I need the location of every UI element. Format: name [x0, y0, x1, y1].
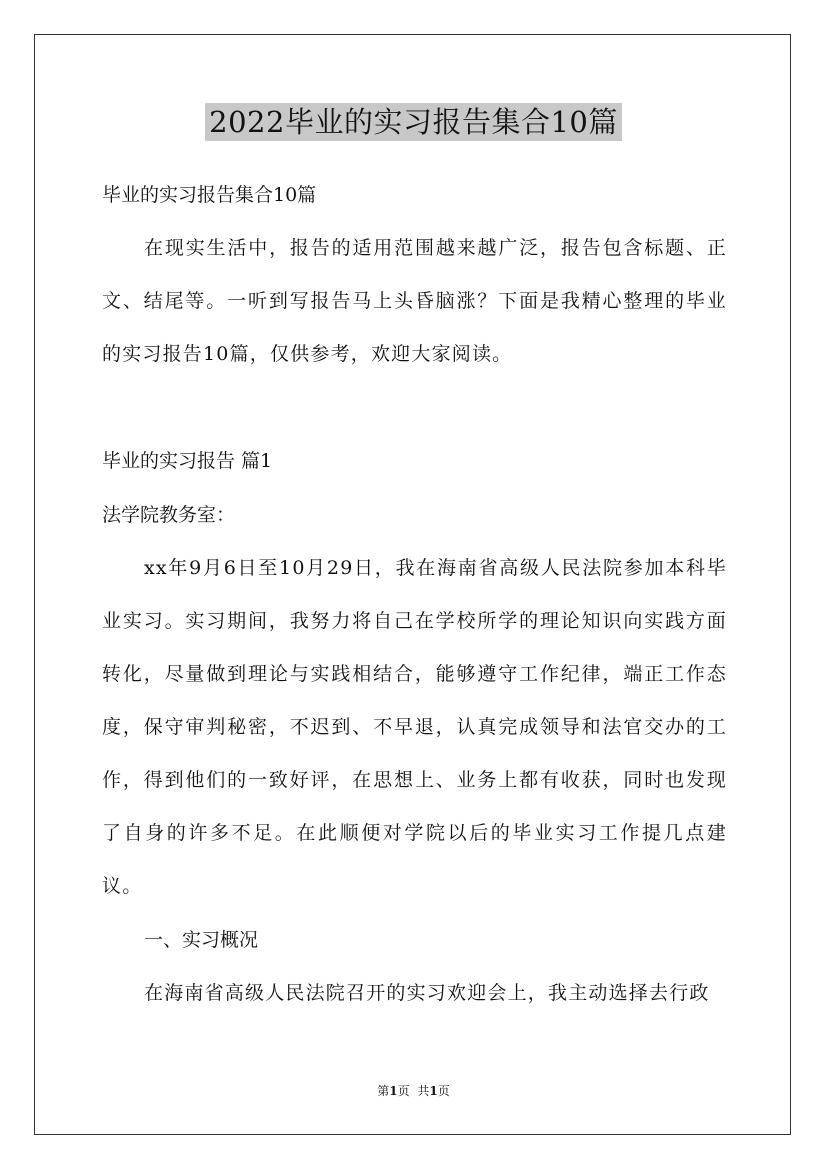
footer-total-prefix: 共	[417, 1084, 430, 1098]
document-body	[102, 168, 727, 1020]
footer-page-suffix: 页	[397, 1084, 410, 1098]
footer-page-prefix: 第	[377, 1084, 390, 1098]
document-title	[0, 100, 827, 141]
document-title-text: 2022毕业的实习报告集合10篇	[205, 103, 622, 141]
blank-line	[102, 381, 727, 434]
footer-total-suffix: 页	[437, 1084, 450, 1098]
page-footer	[0, 1082, 827, 1099]
subheading: 一、实习概况	[144, 929, 259, 951]
footer-total-pages: 1	[429, 1084, 438, 1098]
salutation: 法学院教务室：	[102, 504, 236, 526]
section-heading: 毕业的实习报告 篇1	[102, 450, 273, 472]
body-paragraph: xx年9月6日至10月29日，我在海南省高级人民法院参加本科毕业实习。实习期间，我努力将自己在学校所学的理论知识向实践方面转化，尽量做到理论与实践相结合，能够遵守工作纪律，端正工作态度，保守审判秘密，不迟到、不早退，认真完成领导和法官交办的工作，得到他们的一致好评，在思想上、业务上都有收获，同时也发现了自身的许多不足。在此顺便对学院以后的毕业实习工作提几点建议。	[102, 557, 727, 897]
footer-page-number: 1	[389, 1084, 398, 1098]
subtitle: 毕业的实习报告集合10篇	[102, 184, 317, 206]
intro-paragraph: 在现实生活中，报告的适用范围越来越广泛，报告包含标题、正文、结尾等。一听到写报告马上头昏脑涨？下面是我精心整理的毕业的实习报告10篇，仅供参考，欢迎大家阅读。	[102, 237, 727, 365]
last-paragraph: 在海南省高级人民法院召开的实习欢迎会上，我主动选择去行政	[144, 982, 710, 1004]
